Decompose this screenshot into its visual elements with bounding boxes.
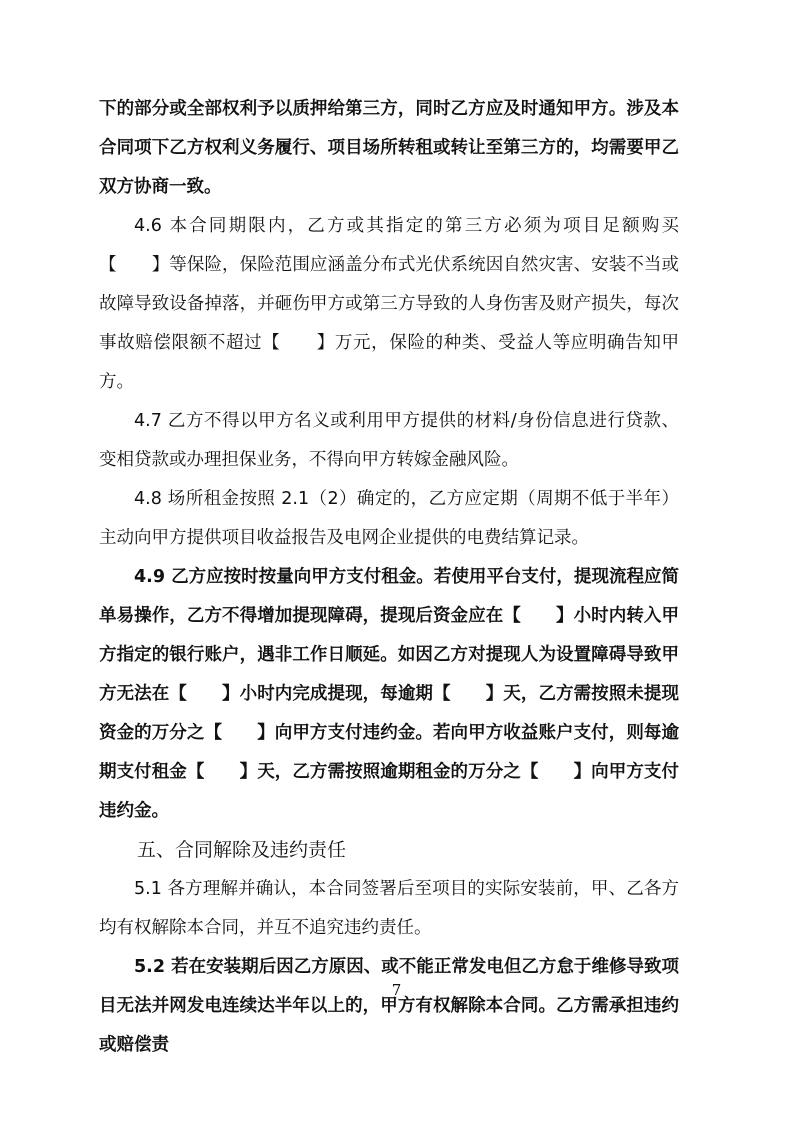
document-body	[99, 90, 679, 1065]
paragraph-clause-4-7: 4.7 乙方不得以甲方名义或利用甲方提供的材料/身份信息进行贷款、变相贷款或办理担保业务，不得向甲方转嫁金融风险。	[99, 411, 679, 470]
paragraph-clause-4-9: 4.9 乙方应按时按量向甲方支付租金。若使用平台支付，提现流程应简单易操作，乙方不得增加提现障碍，提现后资金应在【 】小时内转入甲方指定的银行账户，遇非工作日顺延。如因乙方对提现人为设置障碍导致甲方无法在【 】小时内完成提现，每逾期【 】天，乙方需按照未提现资金的万分之【 】向甲方支付违约金。若向甲方收益账户支付，则每逾期支付租金【 】天，乙方需按照逾期租金的万分之【 】向甲方支付违约金。	[99, 567, 679, 821]
paragraph-carryover-4-5: 下的部分或全部权利予以质押给第三方，同时乙方应及时通知甲方。涉及本合同项下乙方权利义务履行、项目场所转租或转让至第三方的，均需要甲乙双方协商一致。	[99, 99, 679, 197]
paragraph-clause-5-2: 5.2 若在安装期后因乙方原因、或不能正常发电但乙方怠于维修导致项目无法并网发电连续达半年以上的，甲方有权解除本合同。乙方需承担违约或赔偿责	[99, 957, 679, 1055]
page-number: 7	[391, 981, 402, 999]
paragraph-clause-4-8: 4.8 场所租金按照 2.1（2）确定的，乙方应定期（周期不低于半年）主动向甲方提供项目收益报告及电网企业提供的电费结算记录。	[99, 489, 679, 548]
paragraph-clause-4-6: 4.6 本合同期限内，乙方或其指定的第三方必须为项目足额购买【 】等保险，保险范围应涵盖分布式光伏系统因自然灾害、安装不当或故障导致设备掉落，并砸伤甲方或第三方导致的人身伤害及财产损失，每次事故赔偿限额不超过【 】万元，保险的种类、受益人等应明确告知甲方。	[99, 216, 679, 392]
section-heading-5: 五、合同解除及违约责任	[137, 839, 347, 861]
paragraph-clause-5-1: 5.1 各方理解并确认，本合同签署后至项目的实际安装前，甲、乙各方均有权解除本合同，并互不追究违约责任。	[99, 879, 679, 938]
